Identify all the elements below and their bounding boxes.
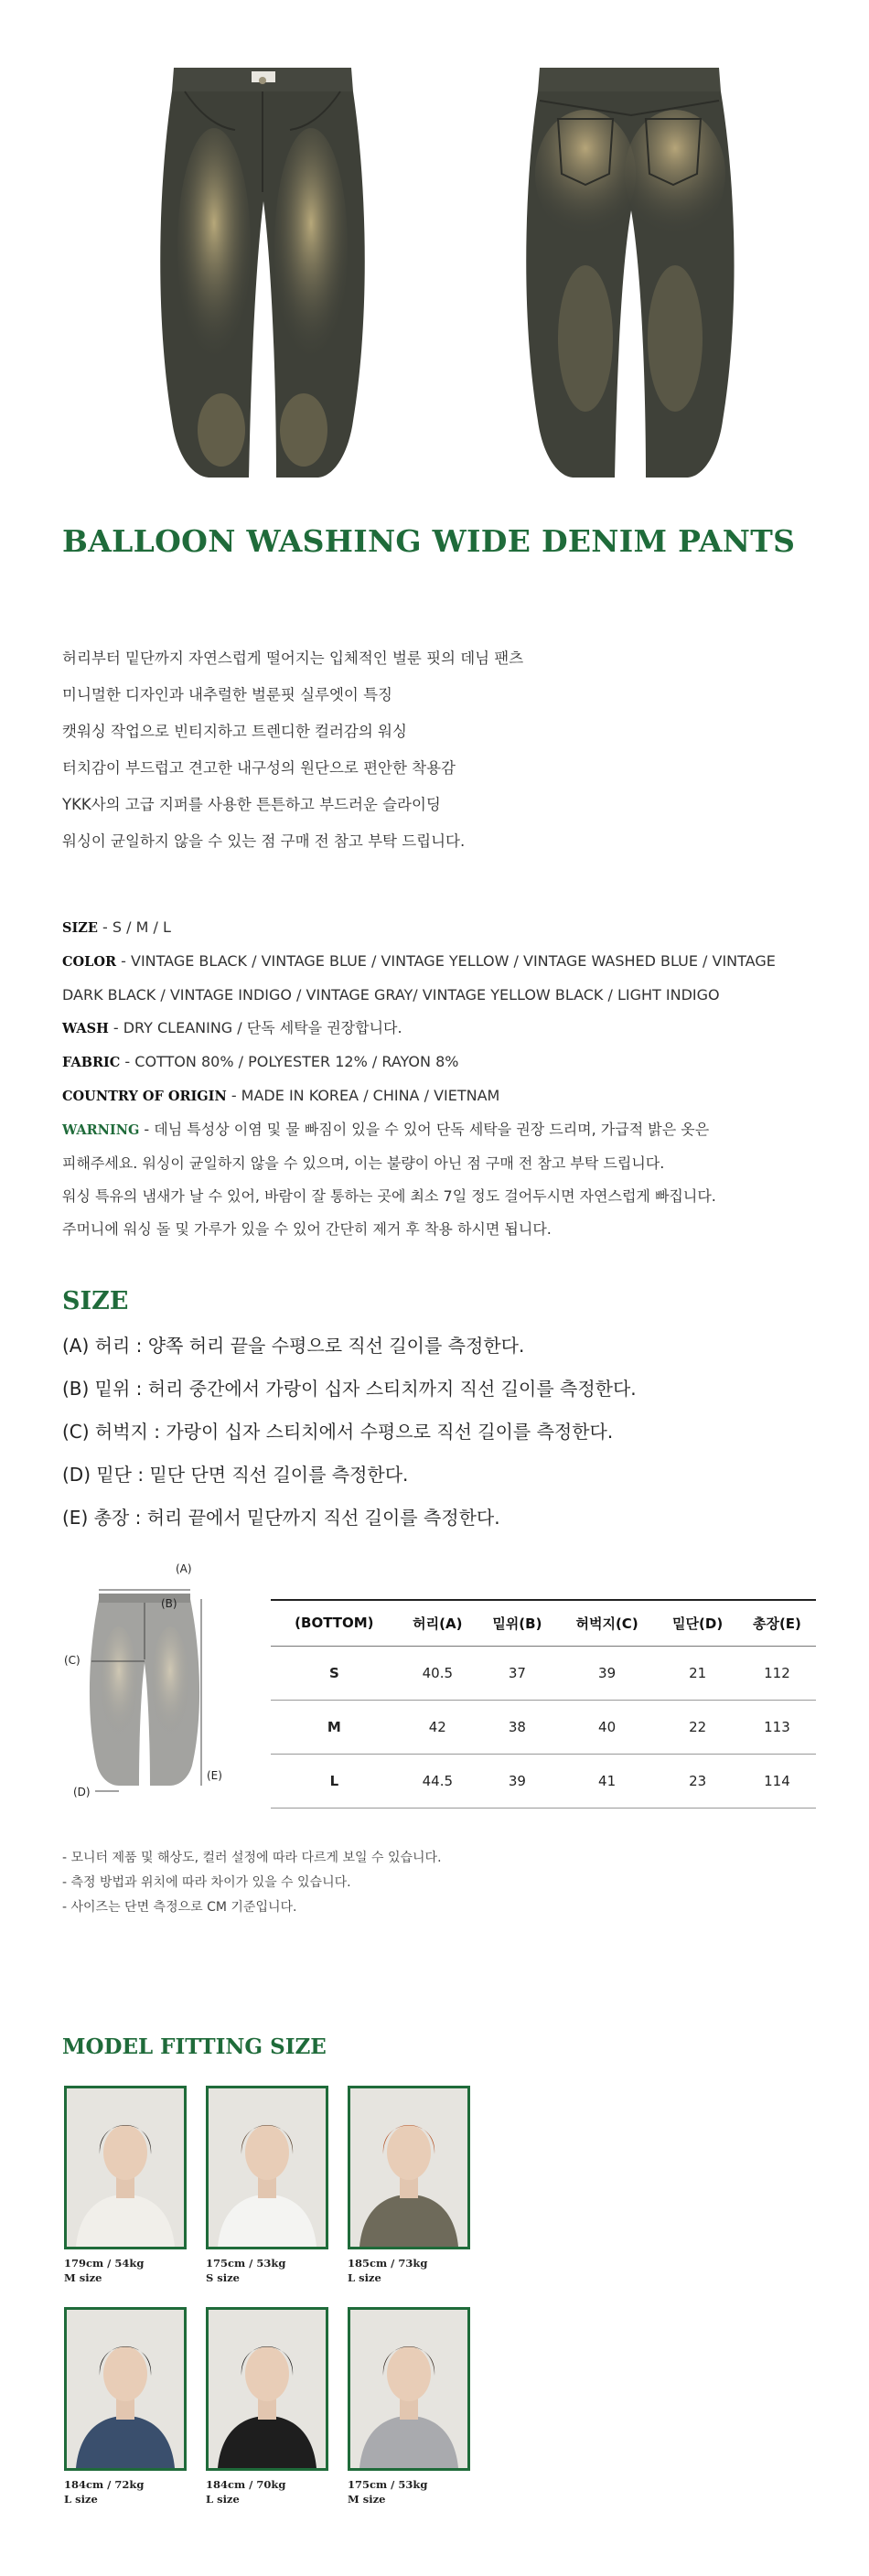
- description-line: 터치감이 부드럽고 견고한 내구성의 원단으로 편안한 착용감: [62, 759, 456, 777]
- spec-warning-cont: 주머니에 워싱 돌 및 가루가 있을 수 있어 간단히 제거 후 착용 하시면 됩니다.: [62, 1220, 552, 1238]
- table-cell: 42: [398, 1700, 477, 1754]
- size-guide-line: (B) 밑위 : 허리 중간에서 가랑이 십자 스티치까지 직선 길이를 측정한다.: [62, 1378, 637, 1400]
- model-stats: 184cm / 70kg: [206, 2478, 286, 2491]
- size-section-title: SIZE: [62, 1287, 129, 1315]
- model-photo: [348, 2086, 470, 2249]
- diagram-label-a: (A): [176, 1562, 192, 1575]
- size-guide-line: (C) 허벅지 : 가랑이 십자 스티치에서 수평으로 직선 길이를 측정한다.: [62, 1421, 614, 1443]
- jeans-back-image: [521, 64, 737, 485]
- size-guide-line: (E) 총장 : 허리 끝에서 밑단까지 직선 길이를 측정한다.: [62, 1507, 500, 1529]
- table-cell: 38: [477, 1700, 557, 1754]
- model-size: L size: [206, 2493, 240, 2506]
- jeans-back-icon: [521, 64, 737, 485]
- table-cell: 112: [738, 1646, 816, 1700]
- table-cell: 39: [557, 1646, 658, 1700]
- spec-warning-cont: 피해주세요. 워싱이 균일하지 않을 수 있으며, 이는 불량이 아닌 점 구매 전 참고 부탁 드립니다.: [62, 1154, 665, 1172]
- model-photo: [348, 2307, 470, 2471]
- model-stats: 185cm / 73kg: [348, 2257, 428, 2270]
- size-note: - 측정 방법과 위치에 따라 차이가 있을 수 있습니다.: [62, 1875, 351, 1890]
- col-header: (BOTTOM): [271, 1600, 398, 1646]
- model-stats: 175cm / 53kg: [206, 2257, 286, 2270]
- model-photo: [64, 2307, 187, 2471]
- model-card: [348, 2086, 470, 2284]
- spec-origin-value: - MADE IN KOREA / CHINA / VIETNAM: [226, 1087, 500, 1104]
- model-card: [64, 2307, 187, 2506]
- model-size: L size: [64, 2493, 98, 2506]
- model-stats: 175cm / 53kg: [348, 2478, 428, 2491]
- table-cell: 37: [477, 1646, 557, 1700]
- size-guide-line: (D) 밑단 : 밑단 단면 직선 길이를 측정한다.: [62, 1464, 409, 1486]
- spec-warning-label: WARNING: [62, 1122, 140, 1138]
- model-fitting-title: MODEL FITTING SIZE: [62, 2034, 327, 2059]
- spec-size-label: SIZE: [62, 920, 98, 936]
- spec-wash-value: - DRY CLEANING / 단독 세탁을 권장합니다.: [108, 1019, 402, 1036]
- table-cell: 41: [557, 1754, 658, 1808]
- table-cell: 40: [557, 1700, 658, 1754]
- jeans-front-icon: [157, 64, 368, 485]
- spec-size-value: - S / M / L: [97, 918, 171, 936]
- table-row: [271, 1754, 816, 1808]
- diagram-label-c: (C): [64, 1654, 80, 1667]
- size-cell: M: [271, 1700, 398, 1754]
- description-line: 워싱이 균일하지 않을 수 있는 점 구매 전 참고 부탁 드립니다.: [62, 832, 466, 850]
- product-specs: [62, 911, 840, 1246]
- measurement-diagram: [62, 1562, 245, 1800]
- model-card: [206, 2307, 328, 2506]
- model-photo: [64, 2086, 187, 2249]
- size-cell: L: [271, 1754, 398, 1808]
- spec-size: [62, 911, 840, 945]
- spec-color: [62, 945, 840, 979]
- jeans-front-image: [157, 64, 368, 485]
- description-line: 미니멀한 디자인과 내추럴한 벌룬핏 실루엣이 특징: [62, 686, 392, 703]
- diagram-label-d: (D): [73, 1786, 91, 1798]
- description-line: YKK사의 고급 지퍼를 사용한 튼튼하고 부드러운 슬라이딩: [62, 796, 441, 813]
- size-notes: [62, 1846, 442, 1920]
- diagram-label-b: (B): [161, 1597, 177, 1610]
- jeans-measure-icon: [62, 1562, 245, 1800]
- model-card: [206, 2086, 328, 2284]
- model-size: M size: [348, 2493, 386, 2506]
- model-portrait-icon: [209, 2088, 326, 2247]
- col-header: 밑위(B): [477, 1600, 557, 1646]
- description-line: 캣워싱 작업으로 빈티지하고 트렌디한 컬러감의 워싱: [62, 723, 407, 740]
- description-line: 허리부터 밑단까지 자연스럽게 떨어지는 입체적인 벌룬 핏의 데님 팬츠: [62, 649, 524, 667]
- table-cell: 44.5: [398, 1754, 477, 1808]
- spec-fabric-value: - COTTON 80% / POLYESTER 12% / RAYON 8%: [120, 1053, 459, 1070]
- model-stats: 179cm / 54kg: [64, 2257, 145, 2270]
- table-cell: 114: [738, 1754, 816, 1808]
- col-header: 허벅지(C): [557, 1600, 658, 1646]
- model-size: S size: [206, 2271, 240, 2284]
- size-note: - 사이즈는 단면 측정으로 CM 기준입니다.: [62, 1900, 297, 1915]
- model-photo: [206, 2086, 328, 2249]
- spec-warning-cont: 워싱 특유의 냄새가 날 수 있어, 바람이 잘 통하는 곳에 최소 7일 정도 걸어두시면 자연스럽게 빠집니다.: [62, 1187, 716, 1205]
- size-table-header: [271, 1600, 816, 1646]
- spec-warning: [62, 1113, 840, 1147]
- size-cell: S: [271, 1646, 398, 1700]
- model-stats: 184cm / 72kg: [64, 2478, 145, 2491]
- size-guide-line: (A) 허리 : 양쪽 허리 끝을 수평으로 직선 길이를 측정한다.: [62, 1335, 525, 1357]
- diagram-label-e: (E): [207, 1769, 222, 1782]
- spec-fabric: [62, 1046, 840, 1079]
- col-header: 밑단(D): [657, 1600, 738, 1646]
- spec-color-value: - VINTAGE BLACK / VINTAGE BLUE / VINTAGE YELLOW / VINTAGE WASHED BLUE / VINTAGE: [116, 952, 776, 970]
- spec-fabric-label: FABRIC: [62, 1055, 121, 1070]
- model-portrait-icon: [209, 2310, 326, 2468]
- table-cell: 39: [477, 1754, 557, 1808]
- size-guide: [62, 1325, 637, 1540]
- model-portrait-icon: [67, 2310, 184, 2468]
- spec-wash: [62, 1012, 840, 1046]
- spec-wash-label: WASH: [62, 1021, 109, 1036]
- model-size: L size: [348, 2271, 381, 2284]
- table-cell: 40.5: [398, 1646, 477, 1700]
- table-cell: 113: [738, 1700, 816, 1754]
- table-cell: 21: [657, 1646, 738, 1700]
- spec-color-cont: DARK BLACK / VINTAGE INDIGO / VINTAGE GRAY/ VINTAGE YELLOW BLACK / LIGHT INDIGO: [62, 986, 720, 1004]
- table-row: [271, 1700, 816, 1754]
- product-description: [62, 640, 821, 860]
- model-card: [348, 2307, 470, 2506]
- model-portrait-icon: [350, 2310, 467, 2468]
- col-header: 총장(E): [738, 1600, 816, 1646]
- model-portrait-icon: [67, 2088, 184, 2247]
- spec-color-label: COLOR: [62, 954, 117, 970]
- spec-origin: [62, 1079, 840, 1113]
- size-table: [271, 1599, 816, 1809]
- table-cell: 22: [657, 1700, 738, 1754]
- spec-origin-label: COUNTRY OF ORIGIN: [62, 1089, 227, 1104]
- table-cell: 23: [657, 1754, 738, 1808]
- spec-warning-value: - 데님 특성상 이염 및 물 빠짐이 있을 수 있어 단독 세탁을 권장 드리며, 가급적 밝은 옷은: [139, 1121, 710, 1138]
- table-row: [271, 1646, 816, 1700]
- model-photo: [206, 2307, 328, 2471]
- product-title: BALLOON WASHING WIDE DENIM PANTS: [62, 523, 796, 559]
- col-header: 허리(A): [398, 1600, 477, 1646]
- size-note: - 모니터 제품 및 해상도, 컬러 설정에 따라 다르게 보일 수 있습니다.: [62, 1851, 442, 1865]
- model-size: M size: [64, 2271, 102, 2284]
- model-portrait-icon: [350, 2088, 467, 2247]
- model-card: [64, 2086, 187, 2284]
